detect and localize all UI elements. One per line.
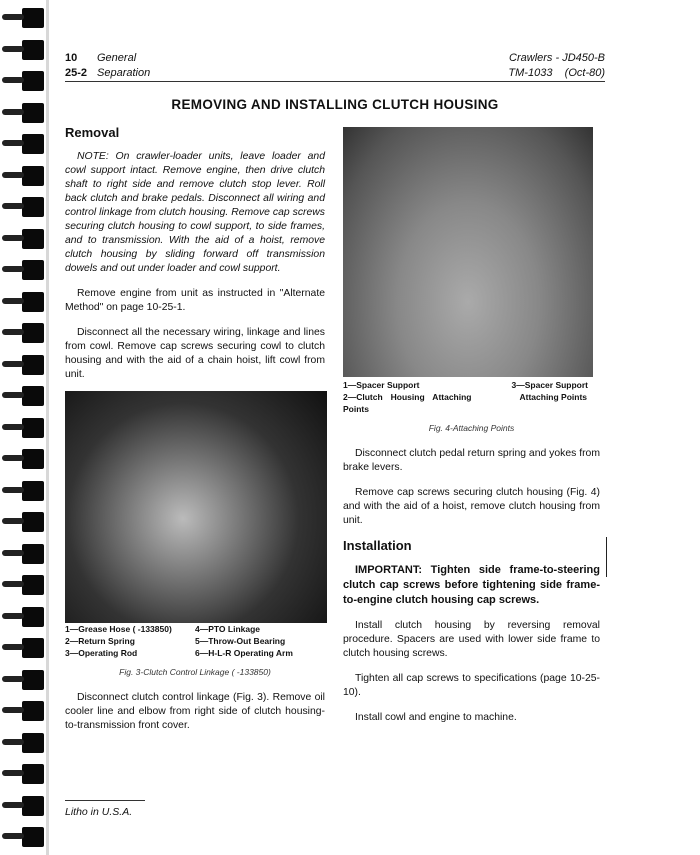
binding-ring: [22, 292, 44, 312]
paragraph: Disconnect all the necessary wiring, linkage and lines from cowl. Remove cap screws securing cowl to clutch housing and with the aid of a chain hoist, lift cowl from unit.: [65, 327, 325, 380]
binding-ring: [22, 418, 44, 438]
footer-rule: [65, 800, 145, 801]
binding-ring: [22, 701, 44, 721]
binding-ring: [22, 71, 44, 91]
fig4-photo: [343, 127, 593, 377]
binding-ring: [22, 733, 44, 753]
footer-text: Litho in U.S.A.: [65, 806, 133, 818]
binding-ring: [22, 355, 44, 375]
header-manual: Crawlers - JD450-B TM-1033 (Oct-80): [508, 52, 605, 79]
removal-heading: Removal: [65, 125, 120, 140]
binding-ring: [22, 512, 44, 532]
spiral-binding: [0, 0, 52, 855]
important-note: IMPORTANT: Tighten side frame-to-steering clutch cap screws before tightening side frame-to-engine clutch housing cap screws.: [343, 564, 600, 606]
binding-ring: [22, 638, 44, 658]
binding-ring: [22, 323, 44, 343]
fig3-caption: Fig. 3-Clutch Control Linkage ( -133850): [119, 667, 271, 677]
paragraph: Disconnect clutch pedal return spring and yokes from brake levers.: [343, 448, 600, 473]
change-bar: [606, 537, 607, 577]
paragraph: Disconnect clutch control linkage (Fig. 3). Remove oil cooler line and elbow from right side of clutch housing-to-transmission front cover.: [65, 692, 325, 731]
binding-ring: [22, 260, 44, 280]
fig3-legend: 1—Grease Hose ( -133850) 4—PTO Linkage 2—Return Spring 5—Throw-Out Bearing 3—Operating Rod 6—H-L-R Operating Arm: [65, 624, 293, 658]
paragraph: Remove cap screws securing clutch housing (Fig. 4) and with the aid of a hoist, remove clutch housing from unit.: [343, 487, 600, 526]
paragraph: Tighten all cap screws to specifications (page 10-25-10).: [343, 673, 600, 698]
binding-ring: [22, 449, 44, 469]
header-section: 10 General 25-2 Separation: [65, 52, 151, 79]
fig3-photo: [65, 391, 327, 623]
paragraph: Remove engine from unit as instructed in "Alternate Method" on page 10-25-1.: [65, 288, 325, 313]
binding-ring: [22, 40, 44, 60]
binding-ring: [22, 166, 44, 186]
binding-ring: [22, 481, 44, 501]
binding-ring: [22, 229, 44, 249]
binding-ring: [22, 764, 44, 784]
binding-ring: [22, 134, 44, 154]
right-column: [343, 127, 600, 736]
fig4-legend: 1—Spacer Support 3—Spacer Support 2—Clutch Housing Attaching Points Attaching Points: [343, 380, 589, 414]
binding-ring: [22, 575, 44, 595]
binding-ring: [22, 197, 44, 217]
note-paragraph: NOTE: On crawler-loader units, leave loader and cowl support intact. Remove engine, then drive clutch shaft to right side and remove clutch stop lever. Roll back clutch and brake pedals. Disconnect all wiring and control linkage from clutch housing. Remove cap screws securing clutch housing to cowl support, to side frames, and to transmission. With the aid of a hoist, remove clutch housing by sliding forward off transmission dowels and out under loader and cowl support.: [65, 151, 325, 274]
paragraph: Install clutch housing by reversing removal procedure. Spacers are used with lower side frame to clutch housing screws.: [343, 620, 600, 659]
paragraph: Install cowl and engine to machine.: [355, 712, 517, 723]
binding-ring: [22, 827, 44, 847]
binding-ring: [22, 607, 44, 627]
binding-ring: [22, 670, 44, 690]
installation-heading: Installation: [343, 538, 412, 553]
header-rule: [65, 81, 605, 82]
left-column: [65, 126, 325, 744]
binding-ring: [22, 544, 44, 564]
binding-ring: [22, 103, 44, 123]
fig4-caption: Fig. 4-Attaching Points: [428, 423, 515, 433]
binding-ring: [22, 8, 44, 28]
page-title: REMOVING AND INSTALLING CLUTCH HOUSING: [171, 97, 499, 112]
binding-ring: [22, 386, 44, 406]
binding-ring: [22, 796, 44, 816]
